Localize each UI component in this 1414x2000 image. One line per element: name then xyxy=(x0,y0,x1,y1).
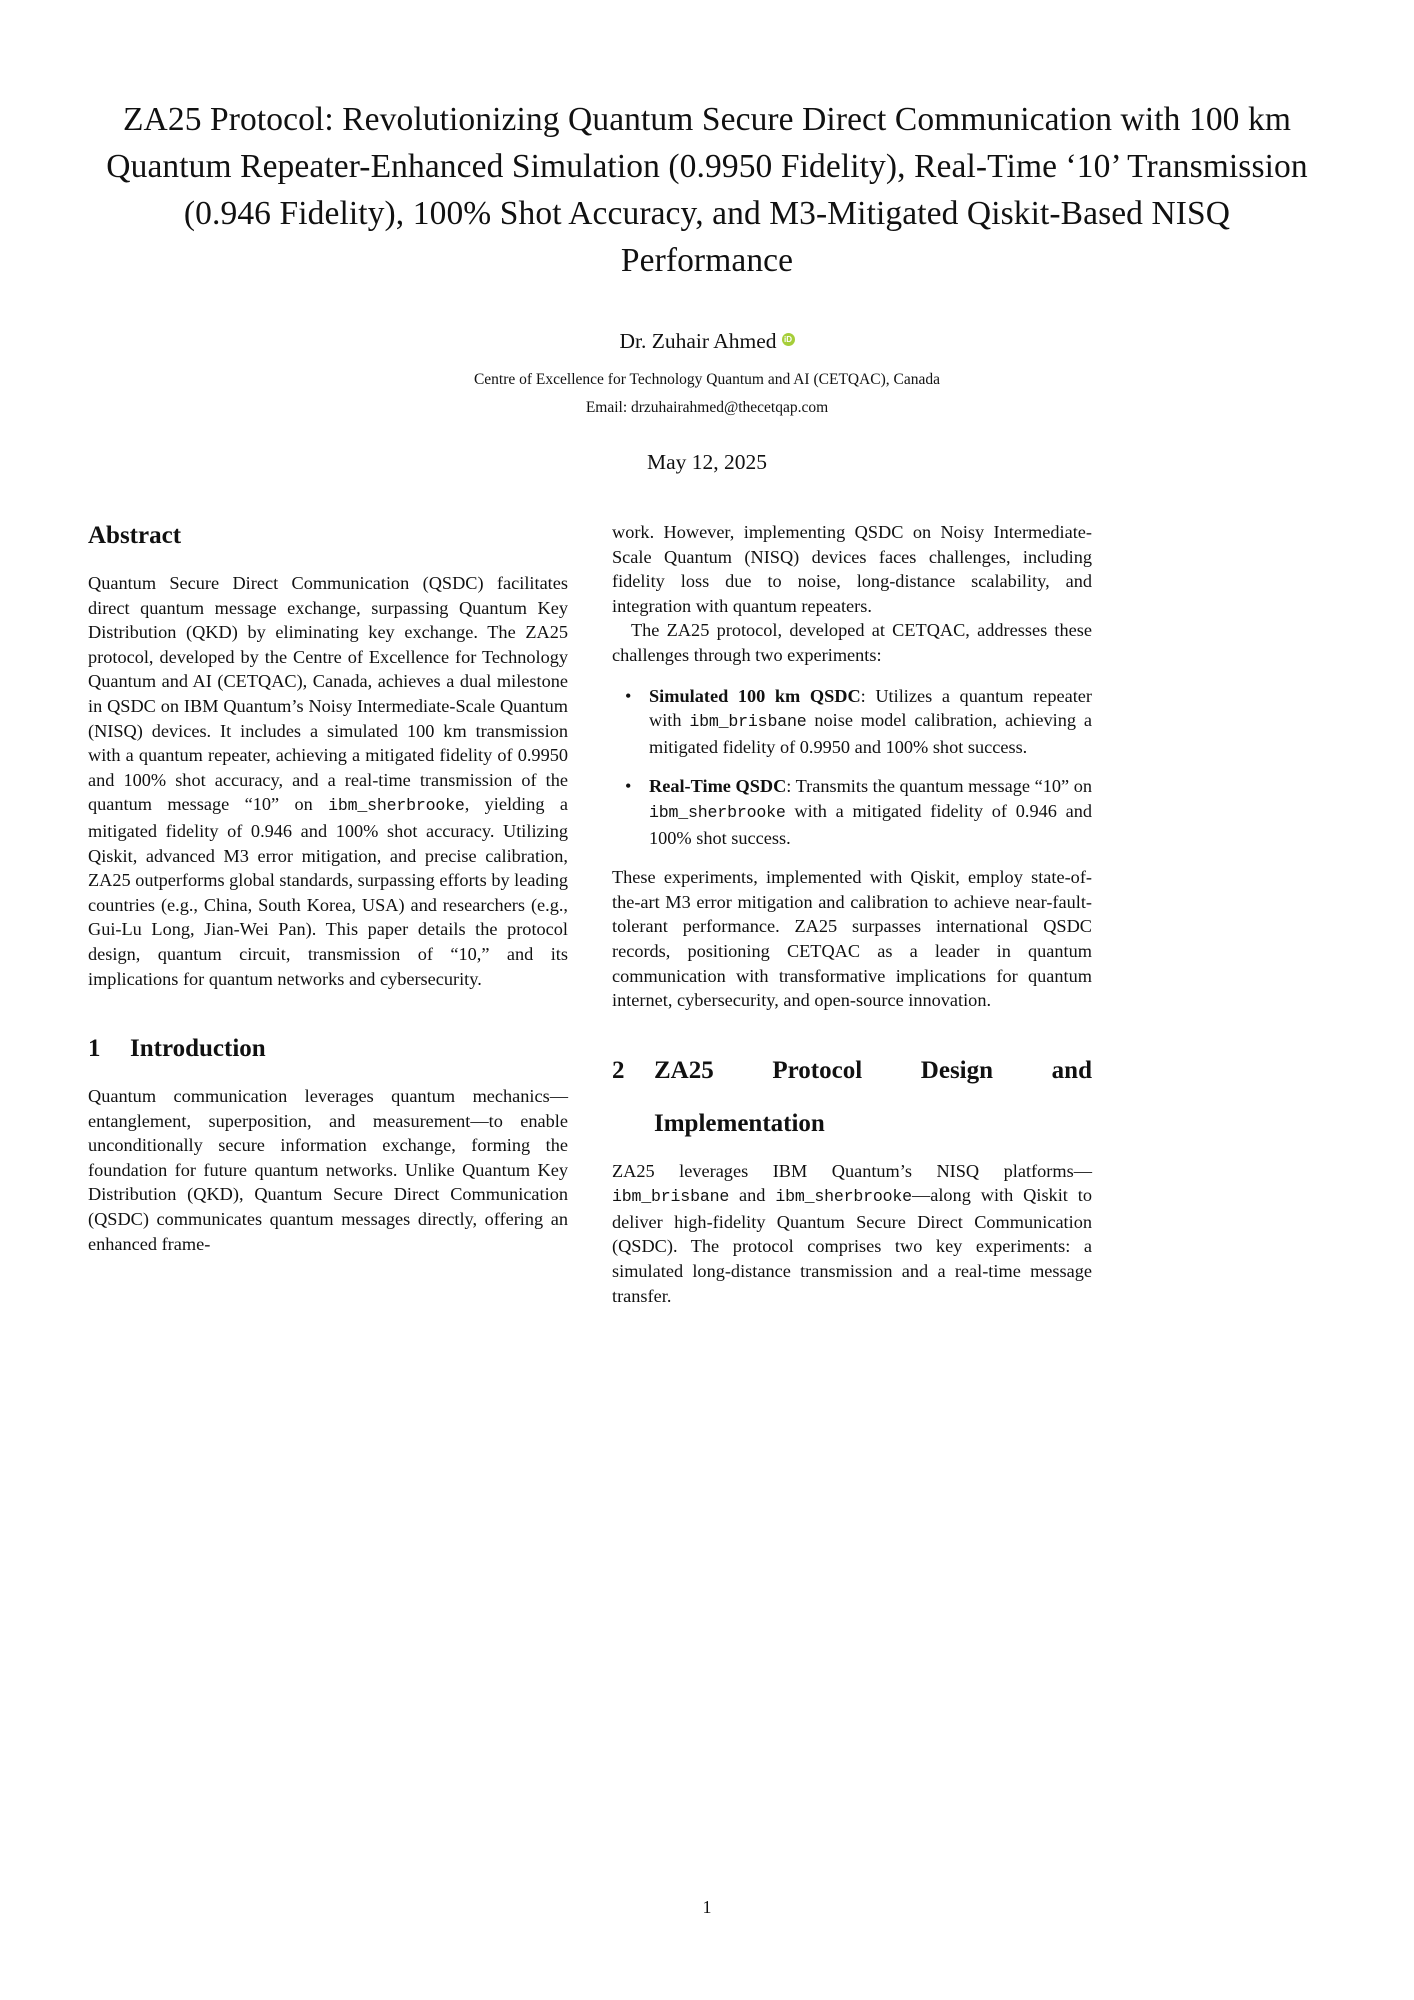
bullet-text-after: noise model calibration, achieving a mitigated fidelity of 0.9950 and 100% shot success. xyxy=(649,710,1092,757)
abstract-continued-paragraph-3: These experiments, implemented with Qiskit, employ state-of-the-art M3 error mitigation and calibration to achieve near-fault-tolerant performance. ZA25 surpasses international QSDC records, positioning CETQAC as a leader in quantum communication with transformative implications for quantum internet, cybersecurity, and open-source innovation. xyxy=(612,867,1092,1011)
section-number-1: 1 xyxy=(88,1035,101,1063)
protocol-design-paragraph xyxy=(612,1159,1092,1309)
left-column xyxy=(88,520,568,1308)
section-heading-protocol-design xyxy=(612,1053,1092,1089)
protocol-text-after: —along with Qiskit to deliver high-fidelity Quantum Secure Direct Communication (QSDC). The protocol comprises two key experiments: a simulated long-distance transmission and a real-time message transfer. xyxy=(612,1185,1092,1306)
section-spacer xyxy=(612,1013,1092,1053)
bullet-text-before: : Transmits the quantum message “10” on xyxy=(786,776,1092,797)
list-item xyxy=(612,684,1092,760)
page-title: ZA25 Protocol: Revolutionizing Quantum Secure Direct Communication with 100 km Quantum Repeater-Enhanced Simulation (0.9950 Fidelity), Real-Time ‘10’ Transmission (0.946 Fidelity), 100% Shot Accuracy, and M3-Mitigated Qiskit-Based NISQ Performance xyxy=(106,101,1308,279)
orcid-id-icon[interactable] xyxy=(782,333,795,346)
section-title-protocol-design-line2: Implementation xyxy=(654,1109,825,1137)
affiliation: Centre of Excellence for Technology Quantum and AI (CETQAC), Canada xyxy=(473,371,941,388)
backend-name-sherbrooke: ibm_sherbrooke xyxy=(649,802,786,822)
abstract-text-part1: Quantum Secure Direct Communication (QSDC) facilitates direct quantum message exchange, surpassing Quantum Key Distribution (QKD) by eliminating key exchange. The ZA25 protocol, developed by the Centre of Excellence for Technology Quantum and AI (CETQAC), Canada, achieves a dual milestone in QSDC on IBM Quantum’s Noisy Intermediate-Scale Quantum (NISQ) devices. It includes a simulated 100 km transmission with a quantum repeater, achieving a mitigated fidelity of 0.9950 and 100% shot accuracy, and a real-time transmission of the quantum message “10” on xyxy=(88,573,568,815)
backend-name-brisbane: ibm_brisbane xyxy=(612,1187,730,1207)
abstract-heading: Abstract xyxy=(88,522,182,549)
title-block xyxy=(88,96,1326,476)
introduction-paragraph: Quantum communication leverages quantum mechanics—entanglement, superposition, and measurement—to enable unconditionally secure information exchange, forming the foundation for future quantum networks. Unlike Quantum Key Distribution (QKD), Quantum Secure Direct Communication (QSDC) communicates quantum messages directly, offering an enhanced frame- xyxy=(88,1086,568,1254)
abstract-continued-paragraph-1: work. However, implementing QSDC on Noisy Intermediate-Scale Quantum (NISQ) devices faces challenges, including fidelity loss due to noise, long-distance scalability, and integration with quantum repeaters. xyxy=(612,522,1092,616)
protocol-text-before: ZA25 leverages IBM Quantum’s NISQ platforms— xyxy=(612,1160,1092,1181)
backend-name-brisbane: ibm_brisbane xyxy=(689,712,807,732)
backend-name-sherbrooke: ibm_sherbrooke xyxy=(775,1187,912,1207)
two-column-body xyxy=(88,520,1326,1308)
abstract-continued-paragraph-2: The ZA25 protocol, developed at CETQAC, addresses these challenges through two experiments: xyxy=(612,620,1092,665)
publication-date: May 12, 2025 xyxy=(646,450,768,474)
section-title-protocol-design-line1: ZA25 Protocol Design and xyxy=(654,1056,1092,1084)
page-number: 1 xyxy=(702,1897,712,1917)
section-heading-protocol-design-cont xyxy=(612,1106,1092,1142)
section-heading-introduction xyxy=(88,1031,568,1067)
bullet-text-before: : Utilizes a quantum repeater with xyxy=(649,685,1092,731)
author-line xyxy=(100,327,1314,355)
bullet-label-simulated: Simulated 100 km QSDC xyxy=(649,685,861,706)
section-title-introduction: Introduction xyxy=(130,1035,266,1063)
bullet-text-after: with a mitigated fidelity of 0.946 and 100% shot success. xyxy=(649,800,1092,848)
section-spacer xyxy=(88,991,568,1031)
section-number-2: 2 xyxy=(612,1056,625,1084)
experiments-list xyxy=(612,684,1092,851)
right-column xyxy=(612,520,1092,1308)
author-name: Dr. Zuhair Ahmed xyxy=(619,329,777,353)
author-email[interactable]: Email: drzuhairahmed@thecetqap.com xyxy=(585,399,829,416)
abstract-paragraph xyxy=(88,571,568,991)
section-number-placeholder xyxy=(612,1106,654,1142)
protocol-text-mid: and xyxy=(729,1185,776,1206)
backend-name-sherbrooke: ibm_sherbrooke xyxy=(328,796,465,816)
abstract-text-part2: , yielding a mitigated fidelity of 0.946 and 100% shot accuracy. Utilizing Qiskit, advanced M3 error mitigation, and precise calibration, ZA25 outperforms global standards, surpassing efforts by leading countries (e.g., China, South Korea, USA) and researchers (e.g., Gui-Lu Long, Jian-Wei Pan). This paper details the protocol design, quantum circuit, transmission of “10,” and its implications for quantum networks and cybersecurity. xyxy=(88,794,568,989)
bullet-label-realtime: Real-Time QSDC xyxy=(649,776,787,797)
list-item xyxy=(612,774,1092,850)
